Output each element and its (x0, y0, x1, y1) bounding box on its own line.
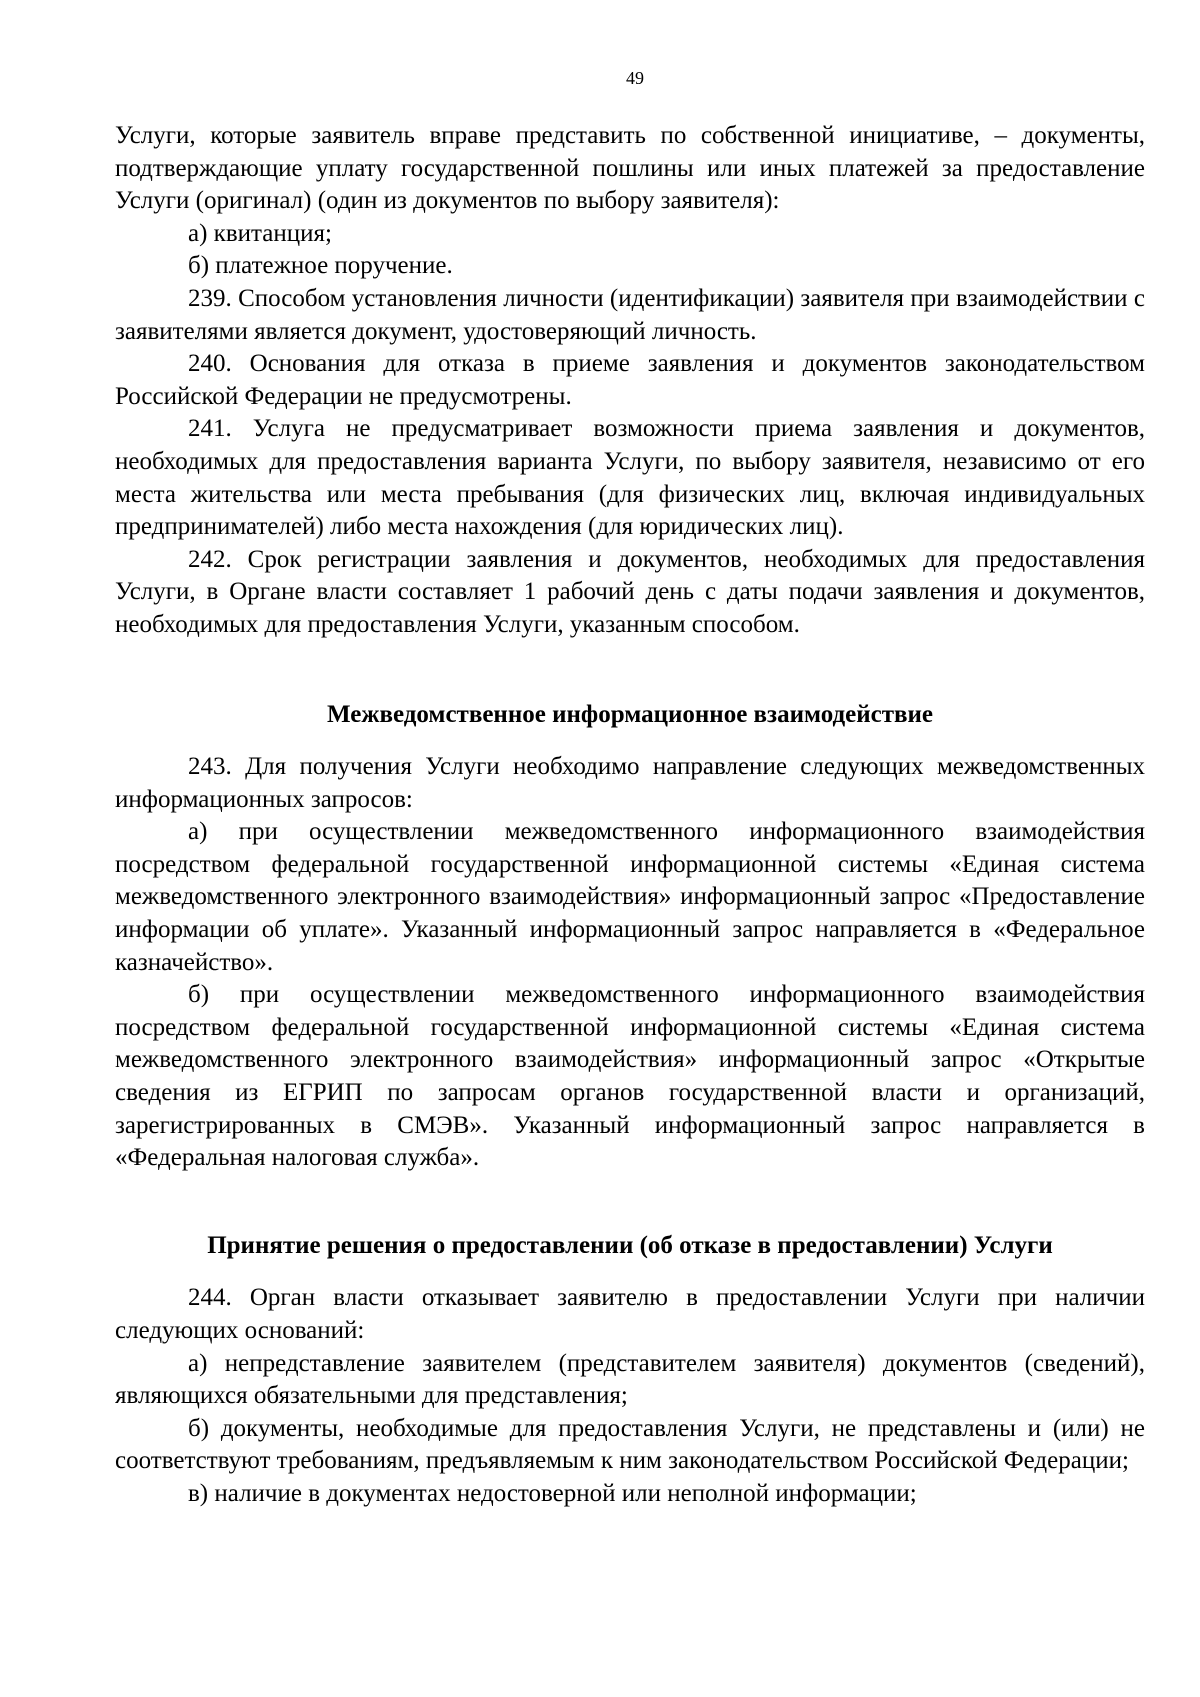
paragraph-241: 241. Услуга не предусматривает возможности приема заявления и документов, необходимых для предоставления варианта Услуги, по выбору заявителя, независимо от его места жительства или места пребывания (для физических лиц, включая индивидуальных предпринимателей) либо места нахождения (для юридических лиц). (115, 415, 1145, 541)
list-item-payment-order: б) платежное поручение. (188, 252, 453, 280)
paragraph-244: 244. Орган власти отказывает заявителю в предоставлении Услуги при наличии следующих оснований: (115, 1284, 1145, 1344)
list-item-244-a: а) непредставление заявителем (представителем заявителя) документов (сведений), являющихся обязательными для представления; (115, 1349, 1145, 1410)
paragraph-242: 242. Срок регистрации заявления и документов, необходимых для предоставления Услуги, в Органе власти составляет 1 рабочий день с даты подачи заявления и документов, необходимых для предоставления Услуги, указанным способом. (115, 545, 1145, 638)
list-item-244-c: в) наличие в документах недостоверной или неполной информации; (188, 1479, 917, 1507)
document-body (115, 120, 1145, 1511)
paragraph-243: 243. Для получения Услуги необходимо направление следующих межведомственных информационных запросов: (115, 753, 1145, 813)
list-item-243-a: а) при осуществлении межведомственного информационного взаимодействия посредством федеральной государственной информационной системы «Единая система межведомственного электронного взаимодействия» информационный запрос «Предоставление информации об уплате». Указанный информационный запрос направляется в «Федеральное казначейство». (115, 818, 1145, 976)
list-item-receipt: а) квитанция; (188, 219, 332, 247)
list-item-243-b: б) при осуществлении межведомственного информационного взаимодействия посредством федеральной государственной информационной системы «Единая система межведомственного электронного взаимодействия» информационный запрос «Открытые сведения из ЕГРИП по запросам органов государственной власти и организаций, зарегистрированных в СМЭВ». Указанный информационный запрос направляется в «Федеральная налоговая служба». (115, 981, 1145, 1172)
paragraph-239: 239. Способом установления личности (идентификации) заявителя при взаимодействии с заявителями является документ, удостоверяющий личность. (115, 284, 1145, 345)
section-heading-interagency: Межведомственное информационное взаимодействие (327, 700, 933, 728)
paragraph-240: 240. Основания для отказа в приеме заявления и документов законодательством Российской Федерации не предусмотрены. (115, 350, 1145, 410)
page-number: 49 (626, 68, 644, 88)
list-item-244-b: б) документы, необходимые для предоставления Услуги, не представлены и (или) не соответствуют требованиям, предъявляемым к ним законодательством Российской Федерации; (115, 1414, 1145, 1475)
section-heading-decision: Принятие решения о предоставлении (об отказе в предоставлении) Услуги (207, 1231, 1053, 1259)
paragraph-optional-documents: Услуги, которые заявитель вправе представить по собственной инициативе, – документы, подтверждающие уплату государственной пошлины или иных платежей за предоставление Услуги (оригинал) (один из документов по выбору заявителя): (115, 122, 1145, 215)
